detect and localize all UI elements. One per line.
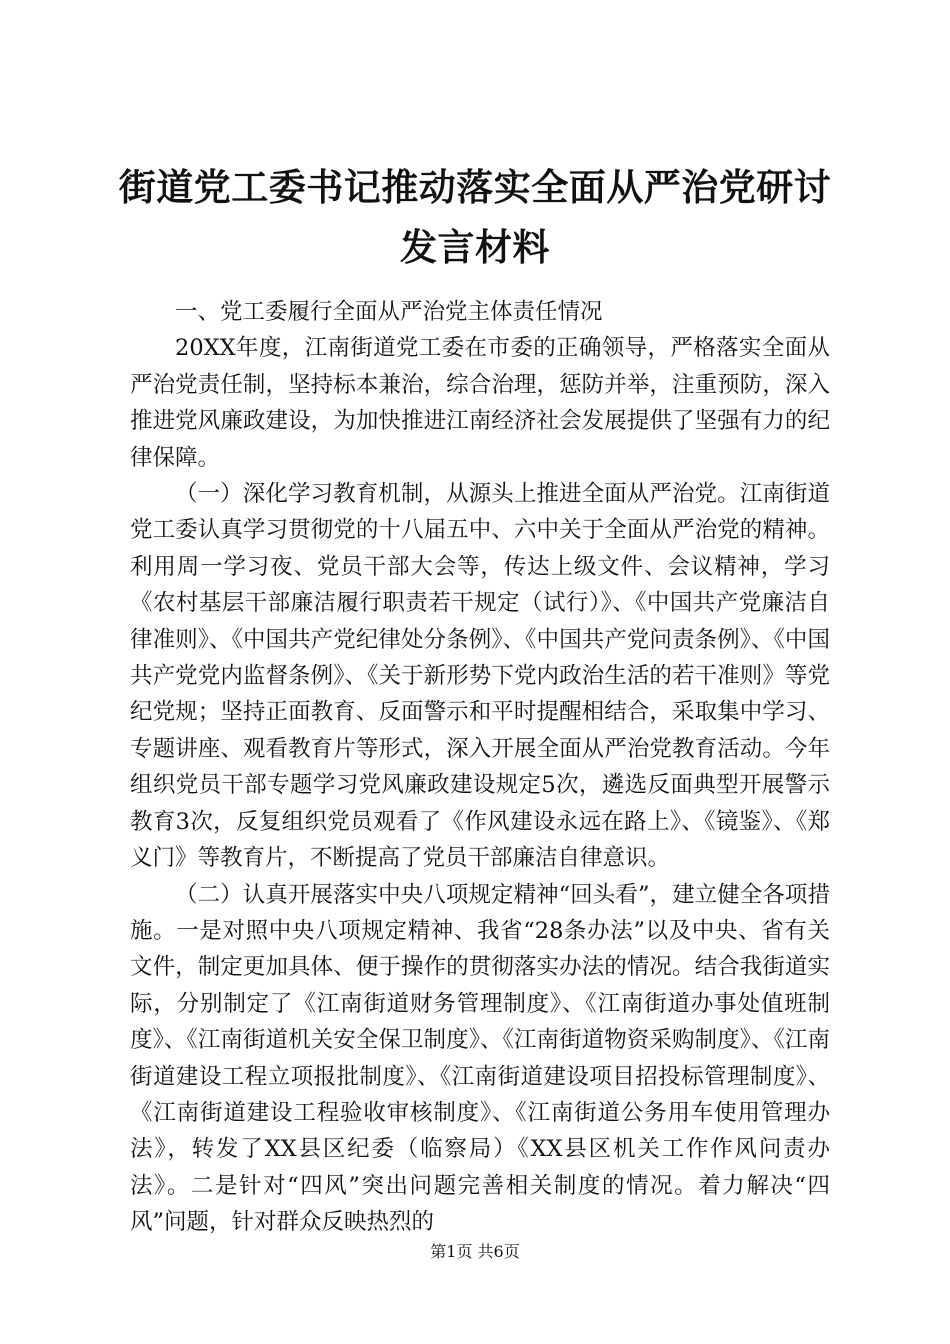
- section-heading: 一、党工委履行全面从严治党主体责任情况: [175, 299, 603, 325]
- page-footer: 第1页 共6页: [430, 1242, 520, 1261]
- document-body: [130, 294, 830, 1241]
- body-paragraph: （一）深化学习教育机制，从源头上推进全面从严治党。江南街道党工委认真学习贯彻党的十八届五中、六中关于全面从严治党的精神。利用周一学习夜、党员干部大会等，传达上级文件、会议精神，学习《农村基层干部廉洁履行职责若干规定（试行）》、《中国共产党廉洁自律准则》、《中国共产党纪律处分条例》、《中国共产党问责条例》、《中国共产党党内监督条例》、《关于新形势下党内政治生活的若干准则》等党纪党规；坚持正面教育、反面警示和平时提醒相结合，采取集中学习、专题讲座、观看教育片等形式，深入开展全面从严治党教育活动。今年组织党员干部专题学习党风廉政建设规定5次，遴选反面典型开展警示教育3次，反复组织党员观看了《作风建设永远在路上》、《镜鉴》、《郑义门》等教育片，不断提高了党员干部廉洁自律意识。: [130, 481, 830, 872]
- body-paragraph: 20XX年度，江南街道党工委在市委的正确领导，严格落实全面从严治党责任制，坚持标本兼治，综合治理，惩防并举，注重预防，深入推进党风廉政建设，为加快推进江南经济社会发展提供了坚强有力的纪律保障。: [130, 335, 830, 471]
- body-paragraph: （二）认真开展落实中央八项规定精神“回头看”，建立健全各项措施。一是对照中央八项规定精神、我省“28条办法”以及中央、省有关文件，制定更加具体、便于操作的贯彻落实办法的情况。结合我街道实际，分别制定了《江南街道财务管理制度》、《江南街道办事处值班制度》、《江南街道机关安全保卫制度》、《江南街道物资采购制度》、《江南街道建设工程立项报批制度》、《江南街道建设项目招投标管理制度》、《江南街道建设工程验收审核制度》、《江南街道公务用车使用管理办法》，转发了XX县区纪委（临察局）《XX县区机关工作作风问责办法》。二是针对“四风”突出问题完善相关制度的情况。着力解决“四风”问题，针对群众反映热烈的: [130, 881, 830, 1236]
- document-title: 街道党工委书记推动落实全面从严治党研讨发言材料: [118, 166, 832, 269]
